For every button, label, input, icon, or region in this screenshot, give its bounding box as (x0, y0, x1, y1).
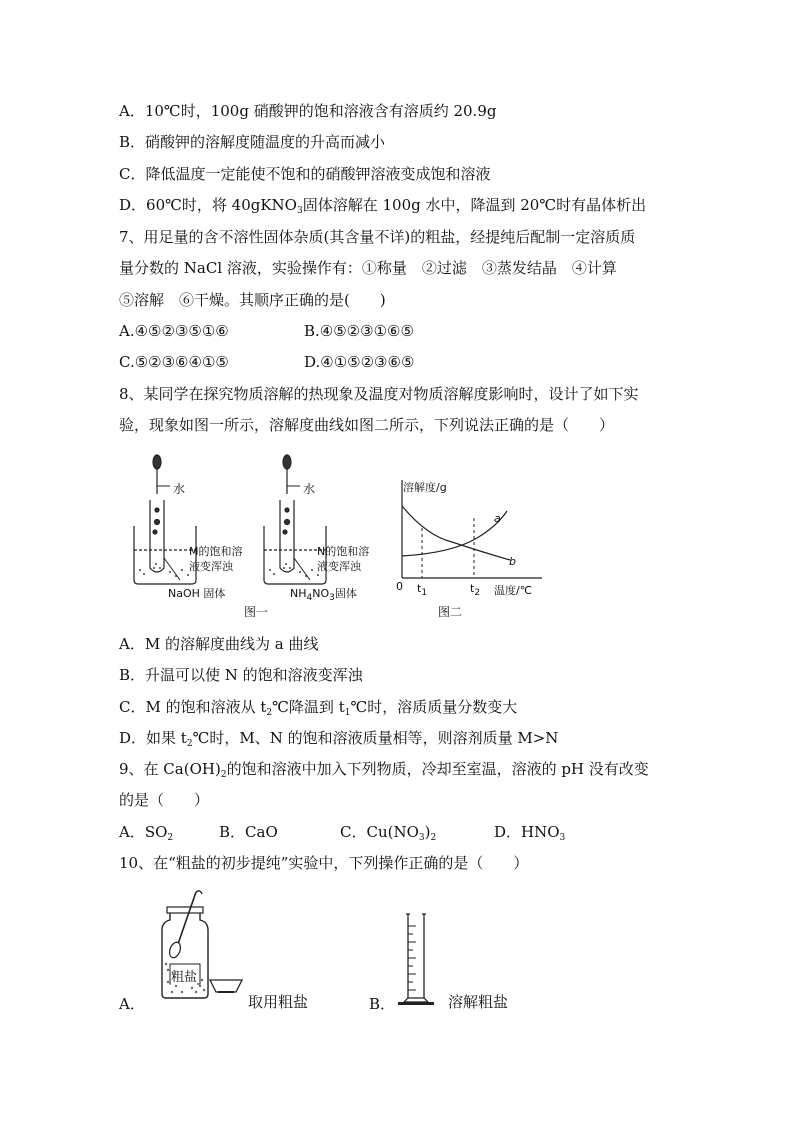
jar-label: 粗盐 (171, 966, 197, 985)
q8-option-c-text-3: ℃时，溶质质量分数变大 (350, 698, 518, 716)
m-note-line-1: M的饱和溶 (189, 545, 243, 558)
q7-option-b: B.④⑤②③①⑥⑤ (304, 322, 414, 340)
q7-option-a: A.④⑤②③⑤①⑥ (119, 322, 229, 340)
origin-label: 0 (396, 580, 403, 593)
n-note-line-1: N的饱和溶 (317, 545, 370, 558)
left-pointer-line (164, 558, 180, 580)
q9-stem-sub: 2 (220, 770, 227, 780)
curve-a-label: a (494, 512, 501, 525)
q9-option-d-sub: 3 (559, 833, 566, 843)
nh4no3-sub-3: 3 (329, 593, 335, 603)
figure-two-caption: 图二 (438, 605, 463, 619)
q6-option-d-text-2: 固体溶解在 100g 水中，降温到 20℃时有晶体析出 (302, 196, 647, 214)
curve-a (402, 511, 507, 556)
figure-two-solubility-chart (392, 478, 552, 593)
m-note-line-2: 液变浑浊 (189, 560, 233, 573)
q6-option-d-sub: 3 (296, 206, 303, 216)
q9-option-c-text: C．Cu(NO (340, 823, 419, 841)
q8-option-c-text: C．M 的饱和溶液从 t (119, 698, 267, 716)
q9-stem-line-1 (119, 759, 649, 785)
nh4no3-text-3: 固体 (334, 587, 357, 600)
water-label-right: 水 (303, 482, 316, 496)
q8-option-d (119, 728, 558, 754)
figure-one-apparatus (120, 452, 392, 602)
q8-option-c-sub-2: 1 (344, 708, 351, 718)
q9-option-b: B．CaO (219, 823, 278, 841)
nh4no3-label (290, 585, 357, 603)
figure-one-caption: 图一 (244, 605, 269, 619)
t2-subscript: 2 (474, 588, 481, 598)
t1-label (417, 582, 427, 598)
q7-option-d: D.④①⑤②③⑥⑤ (304, 353, 415, 371)
water-label-left: 水 (173, 482, 186, 496)
q9-option-d-text: D．HNO (494, 823, 560, 841)
nh4no3-text-2: NO (312, 587, 330, 600)
right-pointer-line (294, 558, 310, 580)
q10-option-a-letter: A． (119, 995, 145, 1013)
q9-option-c-sub-2: 2 (430, 833, 437, 843)
q9-option-a-text: A．SO (119, 823, 168, 841)
t1-letter: t (417, 582, 422, 595)
q10-option-b-caption: 溶解粗盐 (448, 993, 509, 1011)
q9-option-c-sub: 3 (418, 833, 425, 843)
q7-option-c: C.⑤②③⑥④①⑤ (119, 353, 229, 371)
q6-option-c: C．降低温度一定能使不饱和的硝酸钾溶液变成饱和溶液 (119, 165, 491, 183)
q8-stem-line-2: 验，现象如图一所示，溶解度曲线如图二所示，下列说法正确的是（ ） (119, 416, 615, 434)
q8-option-b: B．升温可以使 N 的饱和溶液变浑浊 (119, 666, 363, 684)
q6-option-d-text: D．60℃时，将 40gKNO (119, 196, 297, 214)
q9-stem-text-2: 的饱和溶液中加入下列物质，冷却至室温，溶液的 pH 没有改变 (226, 760, 649, 778)
y-axis-label: 溶解度/g (403, 481, 447, 494)
q6-option-a: A．10℃时，100g 硝酸钾的饱和溶液含有溶质约 20.9g (119, 102, 497, 120)
t2-label (470, 582, 480, 598)
q9-stem-line-2: 的是（ ） (119, 791, 210, 809)
q8-option-a: A．M 的溶解度曲线为 a 曲线 (119, 635, 319, 653)
q9-option-d (494, 822, 565, 848)
q7-stem-line-1: 7、用足量的含不溶性固体杂质(其含量不详)的粗盐，经提纯后配制一定溶质质 (119, 228, 636, 246)
naoh-label: NaOH 固体 (168, 587, 226, 600)
t1-subscript: 1 (421, 588, 428, 598)
q9-option-a-sub: 2 (167, 833, 174, 843)
q8-option-c (119, 697, 517, 723)
q7-stem-line-2: 量分数的 NaCl 溶液，实验操作有：①称量 ②过滤 ③蒸发结晶 ④计算 (119, 259, 617, 277)
x-axis-label: 温度/℃ (494, 584, 533, 597)
q8-stem-line-1: 8、某同学在探究物质溶解的热现象及温度对物质溶解度影响时，设计了如下实 (119, 385, 639, 403)
t2-letter: t (470, 582, 475, 595)
curve-b-label: b (509, 555, 516, 568)
q10-stem: 10、在“粗盐的初步提纯”实验中，下列操作正确的是（ ） (119, 854, 529, 872)
q8-option-d-text-2: ℃时，M、N 的饱和溶液质量相等，则溶剂质量 M>N (192, 729, 559, 747)
q10-option-b-letter: B． (369, 995, 396, 1013)
q8-option-c-sub-1: 2 (266, 708, 273, 718)
q7-stem-line-3: ⑤溶解 ⑥干燥。其顺序正确的是( ) (119, 291, 386, 309)
q6-option-b: B．硝酸钾的溶解度随温度的升高而减小 (119, 133, 386, 151)
q9-option-c-text-2: ) (424, 823, 431, 841)
q6-option-d (119, 195, 646, 221)
q8-option-d-text: D．如果 t (119, 729, 187, 747)
measuring-cylinder-illustration (396, 912, 442, 1008)
jar-spoon-dish-illustration (148, 888, 248, 1008)
q8-option-d-sub: 2 (186, 739, 193, 749)
q10-option-a-caption: 取用粗盐 (248, 993, 309, 1011)
q9-stem-text: 9、在 Ca(OH) (119, 760, 221, 778)
nh4no3-text: NH (290, 587, 307, 600)
n-note-line-2: 液变浑浊 (317, 560, 361, 573)
left-apparatus (134, 455, 196, 584)
q9-option-a (119, 822, 173, 848)
q9-option-c (340, 822, 436, 848)
q8-option-c-text-2: ℃降温到 t (272, 698, 345, 716)
nh4no3-sub-4: 4 (306, 593, 313, 603)
